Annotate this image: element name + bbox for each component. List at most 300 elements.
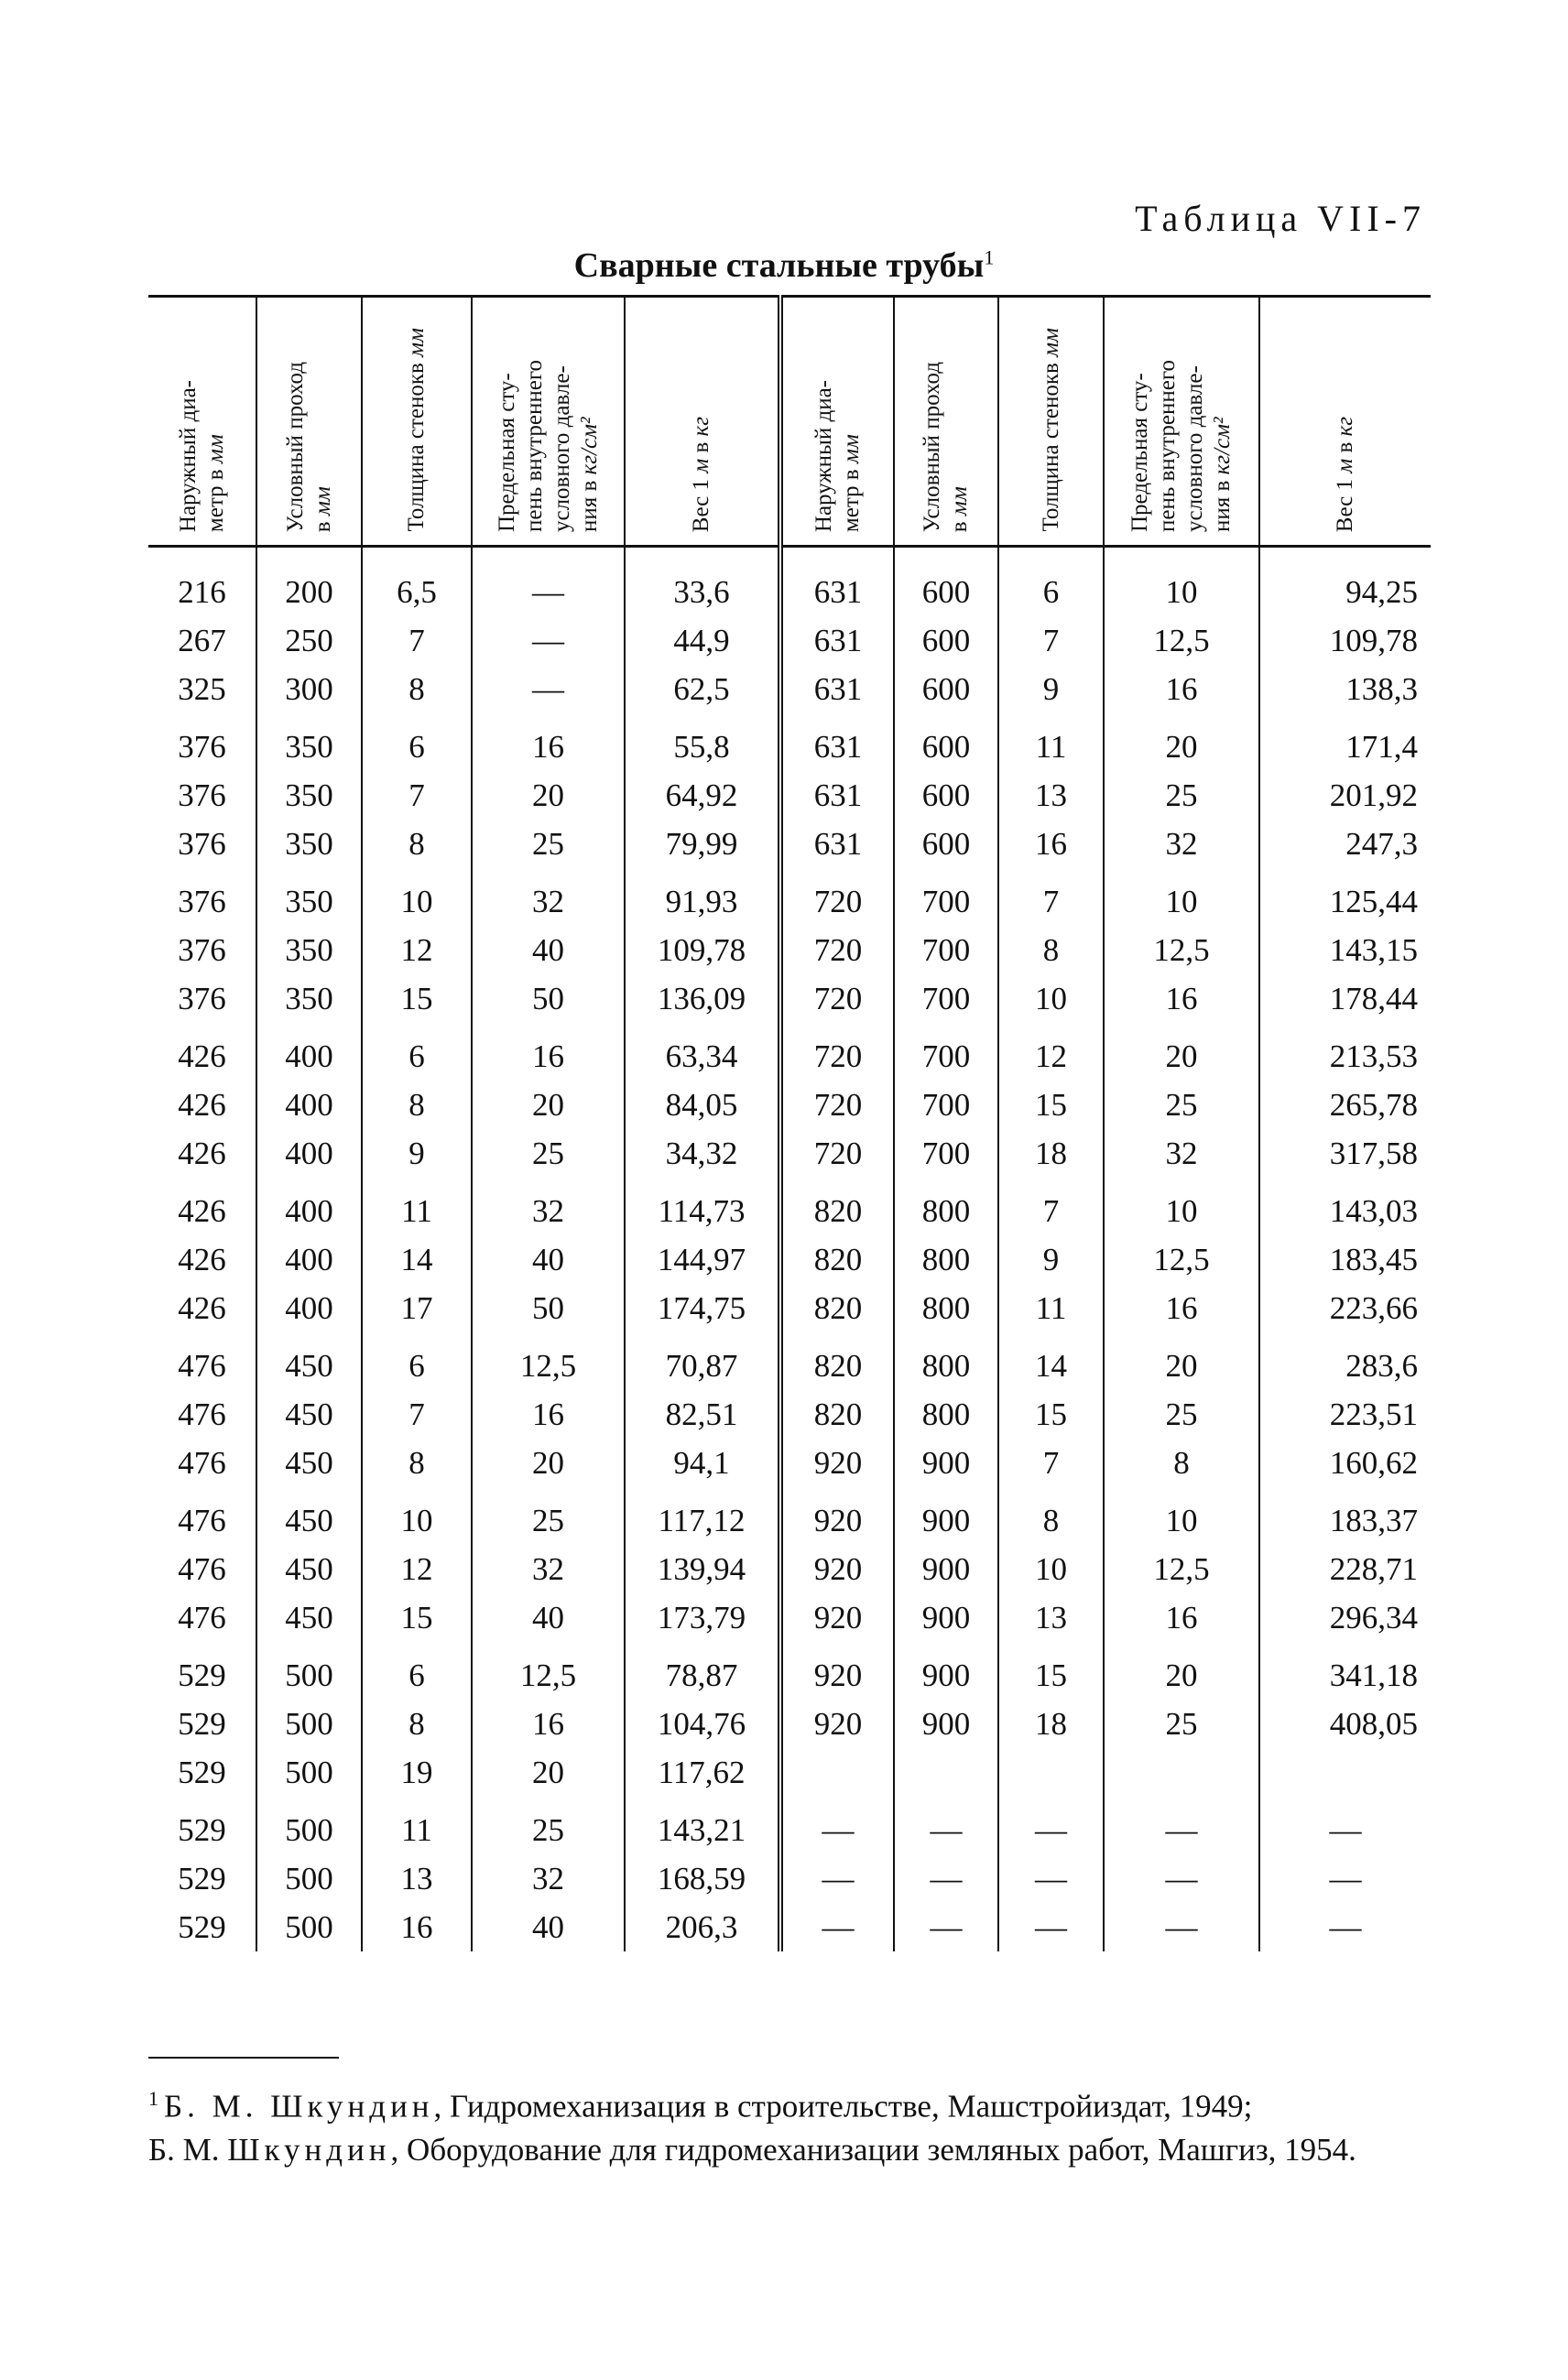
table-cell: 32 [1104,1129,1259,1178]
table-cell: 213,53 [1259,1023,1431,1081]
column-header-text [919,362,974,532]
table-row [148,974,1431,1023]
table-cell: 820 [780,1284,894,1332]
table-cell: 13 [362,1854,472,1903]
table-cell: 8 [362,1700,472,1748]
table-cell: 136,09 [625,974,780,1023]
table-row [148,1081,1431,1129]
table-cell: 14 [362,1235,472,1284]
table-row [148,1642,1431,1700]
table-cell: 144,97 [625,1235,780,1284]
table-cell: 700 [894,926,998,974]
table-cell: 17 [362,1284,472,1332]
table-cell: 25 [472,1129,625,1178]
header-part: в [1038,357,1063,375]
table-cell: 91,93 [625,868,780,926]
column-header-6 [780,297,894,547]
table-cell: 20 [1104,1023,1259,1081]
table-cell: 10 [1104,868,1259,926]
table-cell: 376 [178,883,226,919]
header-part: Предельная сту- [1127,373,1152,532]
table-cell: 15 [362,1593,472,1642]
table-cell: — [894,1903,998,1951]
table-cell: — [998,1797,1104,1854]
table-cell: 920 [780,1545,894,1593]
table-cell: 117,12 [625,1487,780,1545]
table-cell: 16 [1104,1593,1259,1642]
table-cell: 350 [256,771,362,820]
table-cell: 8 [998,1487,1104,1545]
table-cell: 376 [178,980,226,1016]
table-cell: 820 [780,1235,894,1284]
table-cell: 20 [472,1439,625,1487]
table-row [148,1593,1431,1642]
table-cell: 529 [178,1811,226,1848]
table-cell: 350 [256,926,362,974]
table-cell [1259,1748,1431,1797]
header-part: в [310,515,335,532]
table-cell: 900 [894,1487,998,1545]
table-cell: — [1104,1797,1259,1854]
header-part: в [404,357,429,375]
table-cell: 223,66 [1259,1284,1431,1332]
table-cell: 9 [362,1129,472,1178]
table-cell: 296,34 [1259,1593,1431,1642]
table-cell: 500 [256,1748,362,1797]
table-cell: — [1104,1903,1259,1951]
header-part: Наружный диа- [811,379,836,532]
table-cell: 11 [998,713,1104,771]
column-header-2 [256,297,362,547]
table-cell: 25 [472,820,625,868]
header-part: мм [839,434,864,464]
table-cell: 25 [1104,1390,1259,1439]
column-header-text [1127,360,1236,532]
table-cell: 32 [472,1178,625,1235]
table-cell: 700 [894,868,998,926]
table-cell: 16 [1104,974,1259,1023]
table-cell [780,1748,894,1797]
table-cell: 143,21 [625,1797,780,1854]
header-part: Толщина стенок [1038,374,1063,532]
table-cell: 265,78 [1259,1081,1431,1129]
table-cell: — [780,1797,894,1854]
table-cell: 84,05 [625,1081,780,1129]
table-cell: 40 [472,926,625,974]
table-cell: 139,94 [625,1545,780,1593]
table-cell: 143,15 [1259,926,1431,974]
table-cell: 228,71 [1259,1545,1431,1593]
table-cell: 109,78 [625,926,780,974]
table-cell: 7 [362,1390,472,1439]
column-header-text [811,380,866,532]
table-cell: — [1259,1903,1431,1951]
table-cell: 40 [472,1903,625,1951]
column-header-3 [362,297,472,547]
table-cell: 720 [780,868,894,926]
table-cell: 200 [256,547,362,617]
header-part: ния в [576,474,602,532]
table-cell: 267 [178,622,226,658]
table-cell: 173,79 [625,1593,780,1642]
table-cell: 32 [472,868,625,926]
table-cell: 720 [780,1081,894,1129]
table-cell: 16 [472,713,625,771]
table-cell: 15 [998,1081,1104,1129]
table-cell: 183,45 [1259,1235,1431,1284]
table-cell: 160,62 [1259,1439,1431,1487]
table-cell: 94,1 [625,1439,780,1487]
table-cell: 900 [894,1545,998,1593]
table-cell: 20 [472,771,625,820]
table-cell [1104,1748,1259,1797]
column-header-text [688,417,715,532]
table-row [148,1390,1431,1439]
table-cell: 700 [894,974,998,1023]
table-cell: 376 [178,825,226,862]
column-header-text [403,328,430,532]
table-cell: 6 [998,547,1104,617]
table-cell: 8 [362,1081,472,1129]
column-header-1 [148,297,256,547]
table-cell: 94,25 [1259,547,1431,617]
table-cell: 201,92 [1259,771,1431,820]
table-cell: 12,5 [472,1642,625,1700]
header-part: Вес 1 [689,473,713,532]
table-cell: 82,51 [625,1390,780,1439]
table-cell: 350 [256,868,362,926]
header-part: в [689,436,713,459]
table-cell: — [780,1854,894,1903]
table-cell: 325 [178,670,226,707]
table-cell: 6 [362,713,472,771]
table-cell: 9 [998,1235,1104,1284]
table-cell: 700 [894,1129,998,1178]
table-cell: 7 [998,1178,1104,1235]
table-cell: 138,3 [1259,665,1431,713]
table-cell: 11 [362,1178,472,1235]
table-cell: — [472,665,625,713]
table-cell: 700 [894,1023,998,1081]
table-cell: 12,5 [1104,616,1259,665]
table-row [148,1903,1431,1951]
table-cell: 920 [780,1700,894,1748]
table-cell: 50 [472,1284,625,1332]
header-part: мм [202,434,228,464]
column-header-text [282,362,337,532]
column-header-5 [625,297,780,547]
table-cell: 14 [998,1332,1104,1390]
table-cell: 500 [256,1797,362,1854]
footnote-author-2-prefix: Б. М. [148,2131,228,2168]
table-row [148,1700,1431,1748]
table-cell: 350 [256,713,362,771]
table-cell: 63,34 [625,1023,780,1081]
table-cell: 40 [472,1593,625,1642]
table-cell: 631 [780,713,894,771]
table-cell: 12 [362,1545,472,1593]
table-cell: 78,87 [625,1642,780,1700]
table-cell: 174,75 [625,1284,780,1332]
table-cell: 25 [472,1487,625,1545]
table-cell: 476 [178,1502,226,1538]
table-cell: 900 [894,1700,998,1748]
table-body [148,547,1431,1952]
table-row [148,665,1431,713]
table-cell: 206,3 [625,1903,780,1951]
table-cell: 178,44 [1259,974,1431,1023]
footnote-divider [148,2057,339,2059]
table-cell: 16 [1104,665,1259,713]
table-cell: 600 [894,820,998,868]
table-cell: 7 [998,1439,1104,1487]
table-cell: 6,5 [362,547,472,617]
table-cell: 223,51 [1259,1390,1431,1439]
header-part: мм [404,328,429,358]
table-cell: 109,78 [1259,616,1431,665]
table-cell: 55,8 [625,713,780,771]
table-cell: 631 [780,547,894,617]
table-cell: 700 [894,1081,998,1129]
column-header-4 [472,297,625,547]
table-cell: 16 [998,820,1104,868]
table-cell: 529 [178,1908,226,1945]
table-cell: 800 [894,1390,998,1439]
table-row [148,820,1431,868]
table-cell: 350 [256,820,362,868]
header-part: пень внутреннего [1155,359,1180,532]
table-row [148,1235,1431,1284]
table-cell: 720 [780,926,894,974]
table-cell: 920 [780,1487,894,1545]
table-cell: 7 [362,771,472,820]
table-cell: 529 [178,1705,226,1742]
table-cell: 7 [362,616,472,665]
table-cell: 12 [998,1023,1104,1081]
table-row [148,1487,1431,1545]
table-cell: 400 [256,1081,362,1129]
table-cell: 12,5 [1104,1545,1259,1593]
table-cell: 20 [1104,713,1259,771]
table-cell: 16 [472,1023,625,1081]
table-cell: 450 [256,1593,362,1642]
table-cell: 450 [256,1439,362,1487]
table-cell: 600 [894,713,998,771]
table-cell: 20 [1104,1332,1259,1390]
table-cell: 7 [998,616,1104,665]
table-cell: — [998,1903,1104,1951]
table-cell: 450 [256,1390,362,1439]
header-part: Вес 1 [1333,473,1357,532]
column-header-8 [998,297,1104,547]
table-cell: 800 [894,1235,998,1284]
table-cell: 33,6 [625,547,780,617]
table-title-text: Сварные стальные трубы [573,246,985,285]
table-cell: 800 [894,1178,998,1235]
table-cell: 426 [178,1086,226,1123]
table-cell: 168,59 [625,1854,780,1903]
table-cell: 400 [256,1235,362,1284]
table-cell: 317,58 [1259,1129,1431,1178]
table-cell: 376 [178,931,226,968]
table-row [148,1178,1431,1235]
table-cell: 529 [178,1657,226,1693]
table-cell: 400 [256,1129,362,1178]
table-cell: 900 [894,1439,998,1487]
table-cell: 15 [362,974,472,1023]
header-part: в [1333,436,1357,459]
table-cell: 800 [894,1332,998,1390]
column-header-text [1038,328,1065,532]
table-row [148,1797,1431,1854]
header-part: Условный проход [282,361,308,532]
table-row [148,1748,1431,1797]
table-cell: 34,32 [625,1129,780,1178]
header-part: ния в [1210,474,1235,532]
table-cell: 12 [362,926,472,974]
table-cell: 426 [178,1241,226,1277]
footnote-author-1: Б. М. Шкундин [164,2088,434,2125]
table-cell: 283,6 [1259,1332,1431,1390]
table-cell: 631 [780,616,894,665]
table-cell: 720 [780,1129,894,1178]
header-part: Наружный диа- [175,379,201,532]
header-part: Предельная сту- [494,373,519,532]
table-cell: 40 [472,1235,625,1284]
table-cell: 476 [178,1599,226,1636]
table-cell: 400 [256,1023,362,1081]
pipes-table [148,295,1431,1951]
table-cell: 12,5 [1104,926,1259,974]
header-part: кг/см² [576,417,602,475]
table-cell: 476 [178,1444,226,1481]
table-cell: 25 [472,1797,625,1854]
header-part: кг/см² [1210,417,1235,475]
table-cell: 32 [1104,820,1259,868]
table-cell: 529 [178,1754,226,1790]
table-cell: 900 [894,1593,998,1642]
table-cell: 600 [894,616,998,665]
table-cell: 16 [472,1390,625,1439]
table-cell: 10 [362,1487,472,1545]
header-part: условного давле- [1182,365,1207,532]
header-part: м [1333,458,1357,473]
table-cell: 32 [472,1545,625,1593]
table-cell: 16 [472,1700,625,1748]
table-cell: 500 [256,1642,362,1700]
header-part: Толщина стенок [404,374,429,532]
table-row [148,1023,1431,1081]
table-cell: — [1259,1854,1431,1903]
table-cell: 143,03 [1259,1178,1431,1235]
table-cell: — [894,1797,998,1854]
table-cell: 8 [1104,1439,1259,1487]
table-cell: — [780,1903,894,1951]
table-cell: 32 [472,1854,625,1903]
table-cell: 500 [256,1854,362,1903]
table-cell: 600 [894,771,998,820]
table-cell: 70,87 [625,1332,780,1390]
table-cell: 7 [998,868,1104,926]
table-cell: 19 [362,1748,472,1797]
table-cell: 117,62 [625,1748,780,1797]
table-cell: 426 [178,1135,226,1171]
table-cell: 64,92 [625,771,780,820]
table-cell: 250 [256,616,362,665]
header-row [148,297,1431,547]
header-part: мм [1038,328,1063,358]
table-cell: 720 [780,974,894,1023]
column-header-10 [1259,297,1431,547]
table-cell: 408,05 [1259,1700,1431,1748]
table-cell: 631 [780,771,894,820]
header-part: кг [1333,416,1357,437]
table-cell: 79,99 [625,820,780,868]
table-row [148,1854,1431,1903]
table-cell: 426 [178,1192,226,1229]
table-row [148,1439,1431,1487]
footnote [148,2077,1431,2171]
header-part: метр в [202,463,228,532]
footnote-author-2: Шкундин [227,2131,391,2168]
table-cell: 9 [998,665,1104,713]
table-cell: 183,37 [1259,1487,1431,1545]
table-cell: 450 [256,1545,362,1593]
table-cell: 10 [1104,1178,1259,1235]
table-cell: 920 [780,1642,894,1700]
table-cell: 920 [780,1439,894,1487]
header-part: в [947,515,972,532]
table-cell: 600 [894,547,998,617]
table-cell: 16 [362,1903,472,1951]
table-cell: 20 [472,1081,625,1129]
footnote-source-2: , Оборудование для гидромеханизации земляных работ, Машгиз, 1954. [390,2131,1356,2168]
table-cell: — [1259,1797,1431,1854]
table-row [148,1545,1431,1593]
footnote-mark: 1 [148,2087,158,2110]
column-header-text [1332,417,1359,532]
table-row [148,926,1431,974]
table-row [148,547,1431,617]
table-cell: 476 [178,1396,226,1432]
table-cell: 44,9 [625,616,780,665]
header-part: мм [310,486,335,516]
table-cell: 11 [998,1284,1104,1332]
table-cell: 500 [256,1700,362,1748]
table-cell: 50 [472,974,625,1023]
table-cell: 341,18 [1259,1642,1431,1700]
table-cell: 15 [998,1642,1104,1700]
table-cell: 820 [780,1390,894,1439]
table-cell: 450 [256,1332,362,1390]
table-cell: 820 [780,1332,894,1390]
table-cell: — [1104,1854,1259,1903]
table-cell: 11 [362,1797,472,1854]
table-cell: 900 [894,1642,998,1700]
table-cell: 450 [256,1487,362,1545]
table-cell: 25 [1104,771,1259,820]
header-part: метр в [839,463,864,532]
table-cell: 171,4 [1259,713,1431,771]
column-header-9 [1104,297,1259,547]
column-header-7 [894,297,998,547]
table-cell: 6 [362,1332,472,1390]
table-cell: 6 [362,1642,472,1700]
table-cell: 12,5 [1104,1235,1259,1284]
table-row [148,1129,1431,1178]
table-cell: — [894,1854,998,1903]
table-cell: 500 [256,1903,362,1951]
